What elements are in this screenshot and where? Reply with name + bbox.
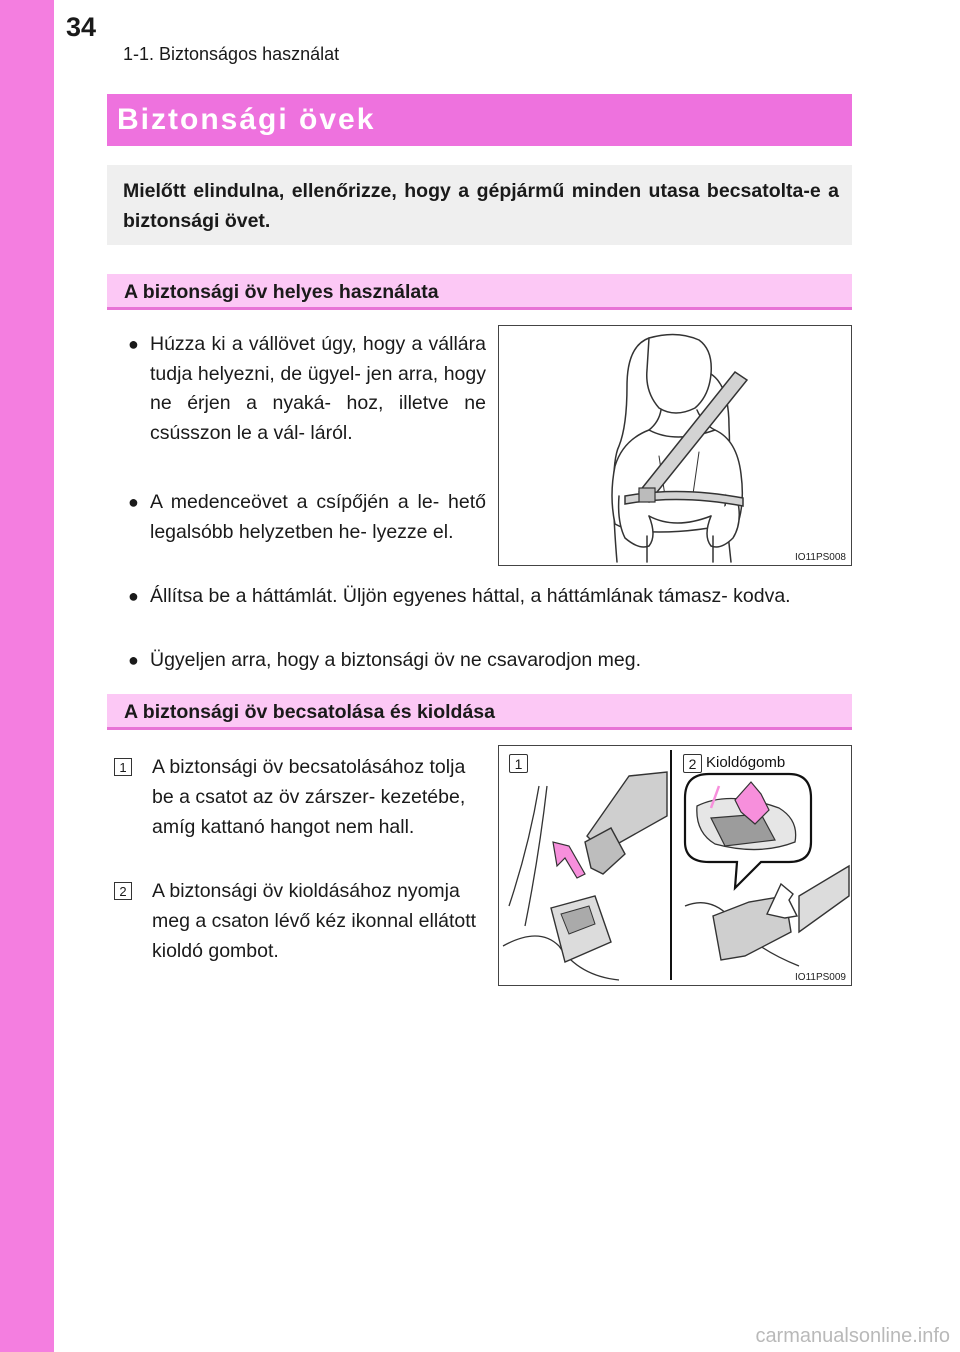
bullet-dot-icon: ● — [128, 586, 139, 606]
bullet-text: A medenceövet a csípőjén a le- hető legalsóbb helyzetben he- lyezze el. — [150, 491, 486, 543]
step-number-badge: 1 — [114, 758, 132, 776]
bullet-text: Ügyeljen arra, hogy a biztonsági öv ne csavarodjon meg. — [150, 649, 642, 671]
intro-text: Mielőtt elindulna, ellenőrizze, hogy a gépjármű minden utasa becsatolta-e a biztonsági övet. — [123, 180, 839, 232]
figure-code: IO11PS009 — [795, 972, 846, 983]
figure-buckle — [498, 745, 852, 986]
page-number: 34 — [66, 12, 97, 42]
step-number-badge: 2 — [114, 882, 132, 900]
intro-box — [107, 165, 852, 245]
bullet-item — [128, 330, 486, 448]
step-text: A biztonsági öv becsatolásához tolja be a csatot az öv zárszer- kezetébe, amíg kattanó hangot nem hall. — [152, 756, 466, 838]
step-item — [114, 876, 486, 966]
bullet-item — [128, 582, 852, 612]
bullet-dot-icon: ● — [128, 334, 139, 354]
page-title: Biztonsági övek — [107, 94, 852, 146]
step-text: A biztonsági öv kioldásához nyomja meg a csaton lévő kéz ikonnal ellátott kioldó gombot. — [152, 880, 477, 962]
bullet-item — [128, 646, 852, 676]
figure-code: IO11PS008 — [795, 552, 846, 563]
watermark: carmanualsonline.info — [755, 1325, 950, 1347]
bullet-text: Állítsa be a háttámlát. Üljön egyenes háttal, a háttámlának támasz- kodva. — [150, 585, 791, 607]
release-button-label: Kioldógomb — [706, 754, 786, 771]
figure-badge: 2 — [683, 754, 702, 773]
bullet-dot-icon: ● — [128, 650, 139, 670]
section-heading-buckle: A biztonsági öv becsatolása és kioldása — [107, 694, 852, 730]
section-heading-usage: A biztonsági öv helyes használata — [107, 274, 852, 310]
seated-person-illustration — [499, 326, 851, 565]
figure-badge: 1 — [509, 754, 528, 773]
step-item — [114, 752, 486, 842]
buckle-illustration — [499, 746, 851, 985]
side-color-bar — [0, 0, 54, 1352]
bullet-text: Húzza ki a vállövet úgy, hogy a vállára tudja helyezni, de ügyel- jen arra, hogy ne érjen a nyaká- hoz, illetve ne csússzon le a vál- láról. — [150, 333, 486, 444]
bullet-dot-icon: ● — [128, 492, 139, 512]
section-path: 1-1. Biztonságos használat — [123, 44, 340, 64]
bullet-item — [128, 488, 486, 547]
figure-seated-person — [498, 325, 852, 566]
